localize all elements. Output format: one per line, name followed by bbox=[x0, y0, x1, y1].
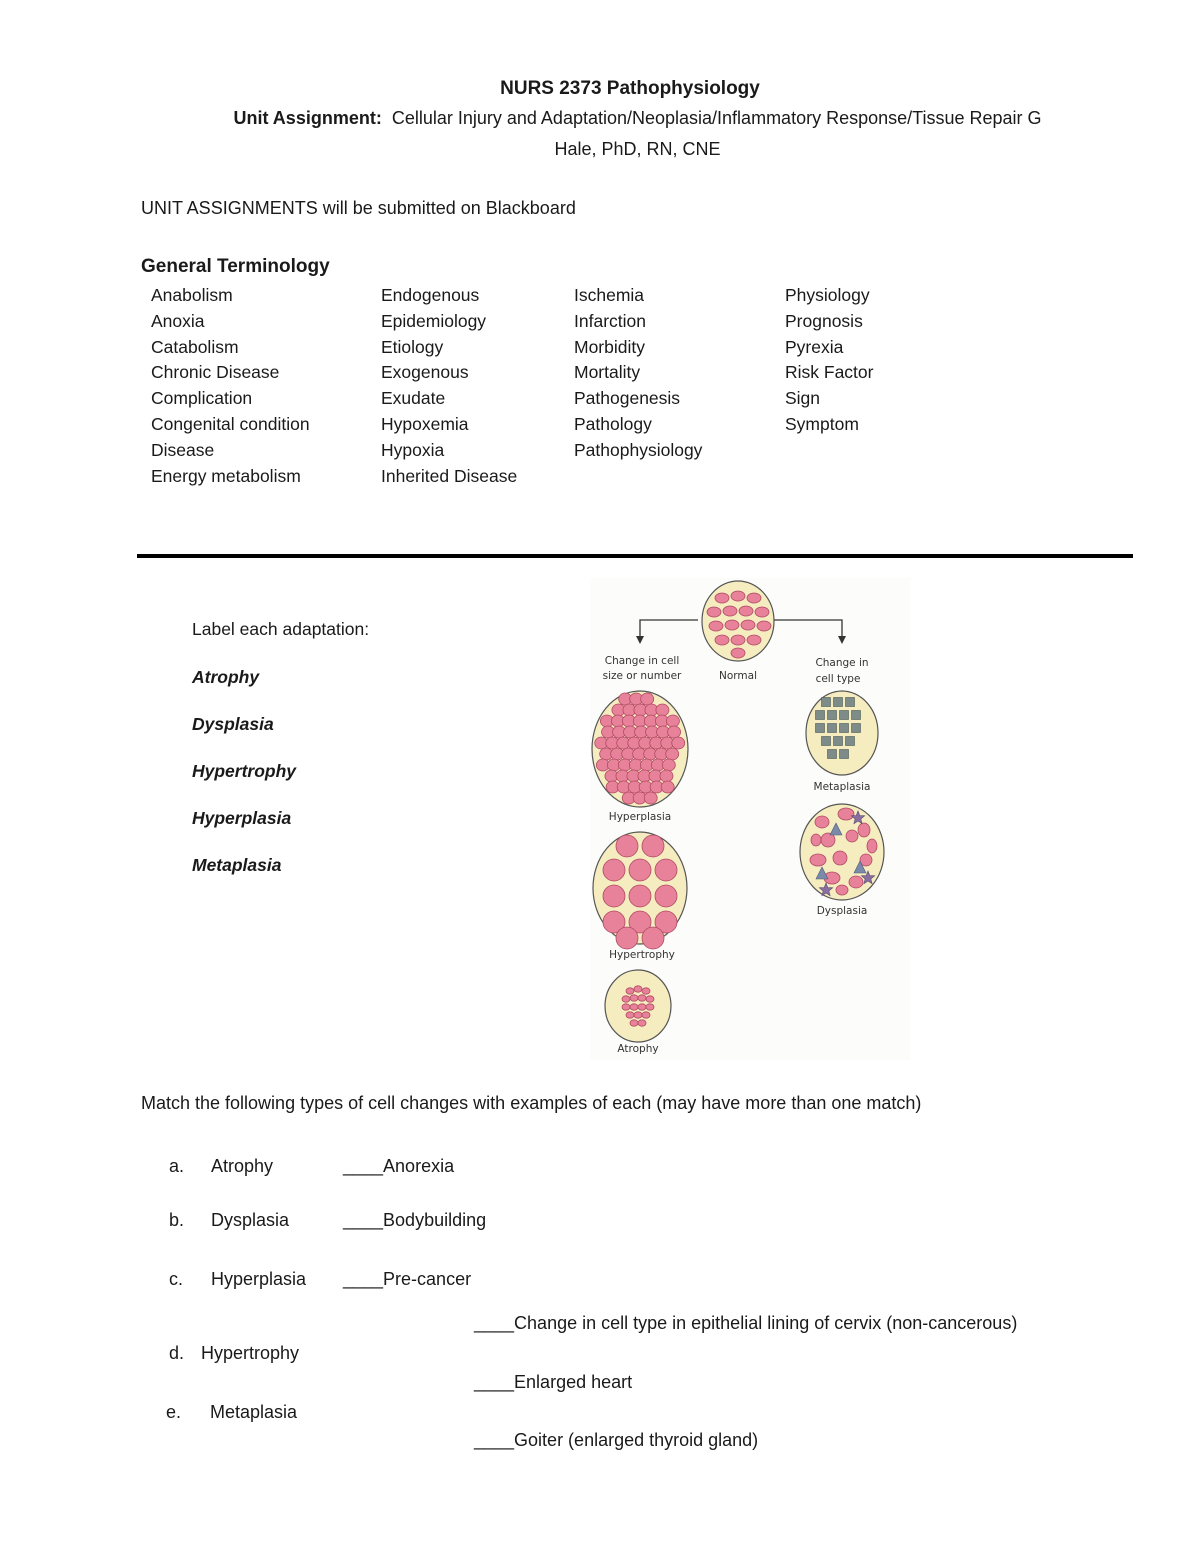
cell bbox=[656, 704, 669, 716]
cell bbox=[644, 792, 657, 804]
square-cell bbox=[822, 737, 831, 746]
match-type-name: Atrophy bbox=[211, 1156, 274, 1176]
cell bbox=[634, 1012, 642, 1018]
term: Etiology bbox=[381, 336, 444, 357]
hyperplasia-label: Hyperplasia bbox=[608, 811, 672, 823]
assignment-line bbox=[0, 108, 1200, 129]
cell bbox=[626, 1012, 634, 1018]
cell bbox=[666, 715, 679, 727]
adaptation-item: Atrophy bbox=[192, 667, 260, 687]
dysplasia-tissue bbox=[800, 804, 884, 900]
cell bbox=[723, 606, 737, 616]
cell bbox=[638, 1020, 646, 1026]
hypertrophy-label: Hypertrophy bbox=[609, 949, 675, 961]
cell bbox=[731, 591, 745, 601]
cell bbox=[642, 1012, 650, 1018]
term: Endogenous bbox=[381, 285, 480, 305]
match-example[interactable]: ____Enlarged heart bbox=[474, 1372, 633, 1392]
cell bbox=[603, 859, 625, 881]
cell bbox=[662, 759, 675, 771]
match-type-name: Hyperplasia bbox=[211, 1269, 307, 1289]
cell bbox=[646, 996, 654, 1002]
cell bbox=[642, 835, 664, 857]
term: Ischemia bbox=[574, 285, 645, 305]
match-type-name: Hypertrophy bbox=[201, 1343, 300, 1363]
cell bbox=[707, 607, 721, 617]
metaplasia-label: Metaplasia bbox=[813, 781, 871, 793]
cell bbox=[867, 839, 877, 853]
term: Pathogenesis bbox=[574, 388, 681, 409]
cell bbox=[622, 1004, 630, 1010]
term: Exogenous bbox=[381, 362, 469, 383]
square-cell bbox=[852, 711, 861, 720]
term: Hypoxia bbox=[381, 439, 445, 460]
cell-adaptation-diagram bbox=[590, 578, 910, 1060]
section-divider bbox=[137, 554, 1133, 558]
left-branch-label-line-2: size or number bbox=[602, 670, 682, 682]
match-type-letter: e. bbox=[166, 1402, 182, 1422]
cell bbox=[666, 748, 679, 760]
cell bbox=[715, 593, 729, 603]
cell bbox=[811, 834, 821, 846]
term: Pathophysiology bbox=[574, 439, 703, 460]
match-type-letter: a. bbox=[169, 1156, 185, 1176]
submission-note: UNIT ASSIGNMENTS will be submitted on Blackboard bbox=[141, 198, 576, 218]
match-example[interactable]: ____Change in cell type in epithelial lining of cervix (non-cancerous) bbox=[474, 1313, 1018, 1333]
square-cell bbox=[840, 750, 849, 759]
term: Energy metabolism bbox=[151, 465, 301, 486]
term: Pyrexia bbox=[785, 336, 844, 357]
cell bbox=[655, 859, 677, 881]
cell bbox=[630, 1020, 638, 1026]
adaptation-item: Dysplasia bbox=[192, 714, 274, 734]
right-branch-label-line-2: cell type bbox=[815, 673, 861, 685]
atrophy-tissue bbox=[605, 970, 671, 1042]
matching-prompt: Match the following types of cell changes with examples of each (may have more than one match) bbox=[141, 1093, 922, 1113]
cell bbox=[741, 620, 755, 630]
cell bbox=[838, 808, 854, 820]
cell bbox=[757, 621, 771, 631]
cell bbox=[858, 823, 870, 837]
term: Pathology bbox=[574, 413, 652, 434]
cell bbox=[630, 1004, 638, 1010]
term: Anabolism bbox=[151, 285, 233, 305]
match-example[interactable]: ____Pre-cancer bbox=[343, 1269, 472, 1289]
cell bbox=[616, 927, 638, 949]
terminology-column-3 bbox=[574, 283, 702, 464]
page-title: NURS 2373 Pathophysiology bbox=[500, 78, 760, 99]
square-cell bbox=[816, 724, 825, 733]
term: Disease bbox=[151, 439, 215, 460]
cell bbox=[638, 995, 646, 1001]
terminology-heading: General Terminology bbox=[141, 256, 330, 277]
cell bbox=[739, 606, 753, 616]
square-cell bbox=[846, 698, 855, 707]
left-branch-label-line-1: Change in cell bbox=[604, 655, 680, 667]
term: Exudate bbox=[381, 388, 446, 409]
normal-tissue bbox=[702, 581, 774, 661]
atrophy-label: Atrophy bbox=[617, 1043, 659, 1055]
cell bbox=[641, 693, 654, 705]
adaptation-item: Hyperplasia bbox=[192, 808, 292, 828]
square-cell bbox=[840, 711, 849, 720]
cell bbox=[622, 996, 630, 1002]
cell bbox=[655, 885, 677, 907]
assignment-topic: Cellular Injury and Adaptation/Neoplasia/Inflammatory Response/Tissue Repair G bbox=[391, 108, 1042, 128]
match-example[interactable]: ____Anorexia bbox=[343, 1156, 455, 1176]
terminology-column-4 bbox=[785, 283, 873, 438]
cell bbox=[603, 885, 625, 907]
square-cell bbox=[852, 724, 861, 733]
cell bbox=[836, 885, 848, 895]
right-branch-label-line-1: Change in bbox=[815, 657, 869, 669]
term: Chronic Disease bbox=[151, 362, 280, 383]
dysplasia-label: Dysplasia bbox=[816, 905, 868, 917]
square-cell bbox=[834, 698, 843, 707]
adaptation-item: Hypertrophy bbox=[192, 761, 297, 781]
term: Risk Factor bbox=[785, 362, 874, 383]
cell bbox=[646, 1004, 654, 1010]
cell bbox=[755, 607, 769, 617]
cell bbox=[661, 781, 674, 793]
cell bbox=[731, 635, 745, 645]
square-cell bbox=[846, 737, 855, 746]
cell bbox=[634, 986, 642, 992]
square-cell bbox=[816, 711, 825, 720]
cell bbox=[846, 830, 858, 842]
term: Sign bbox=[785, 388, 821, 409]
label-prompt: Label each adaptation: bbox=[192, 619, 370, 639]
square-cell bbox=[828, 724, 837, 733]
adaptation-item: Metaplasia bbox=[192, 855, 282, 875]
term: Inherited Disease bbox=[381, 465, 518, 486]
cell bbox=[642, 988, 650, 994]
cell bbox=[715, 635, 729, 645]
cell bbox=[815, 816, 829, 828]
cell bbox=[731, 648, 745, 658]
term: Complication bbox=[151, 388, 253, 409]
square-cell bbox=[822, 698, 831, 707]
cell bbox=[725, 620, 739, 630]
cell bbox=[626, 988, 634, 994]
term: Catabolism bbox=[151, 336, 239, 357]
match-type-letter: d. bbox=[169, 1343, 185, 1363]
cell bbox=[660, 770, 673, 782]
term: Physiology bbox=[785, 285, 870, 305]
cell bbox=[668, 726, 681, 738]
metaplasia-tissue bbox=[806, 691, 878, 775]
square-cell bbox=[834, 737, 843, 746]
cell bbox=[616, 835, 638, 857]
author-line: Hale, PhD, RN, CNE bbox=[554, 139, 721, 159]
cell bbox=[629, 859, 651, 881]
cell bbox=[709, 621, 723, 631]
square-cell bbox=[828, 750, 837, 759]
match-type-name: Dysplasia bbox=[211, 1210, 290, 1230]
match-type-letter: b. bbox=[169, 1210, 185, 1230]
term: Anoxia bbox=[151, 310, 205, 331]
assignment-label: Unit Assignment: bbox=[233, 108, 382, 128]
square-cell bbox=[828, 711, 837, 720]
cell bbox=[629, 885, 651, 907]
cell bbox=[638, 1004, 646, 1010]
term: Mortality bbox=[574, 362, 641, 383]
cell bbox=[672, 737, 685, 749]
term: Symptom bbox=[785, 413, 859, 434]
cell bbox=[642, 927, 664, 949]
term: Prognosis bbox=[785, 310, 863, 331]
cell bbox=[747, 635, 761, 645]
cell bbox=[833, 851, 847, 865]
cell bbox=[630, 995, 638, 1001]
terminology-column-2 bbox=[381, 283, 517, 489]
terminology-column-1 bbox=[151, 283, 310, 489]
square-cell bbox=[840, 724, 849, 733]
match-type-name: Metaplasia bbox=[210, 1402, 298, 1422]
cell bbox=[849, 876, 863, 888]
term: Congenital condition bbox=[151, 413, 310, 434]
match-example[interactable]: ____Bodybuilding bbox=[343, 1210, 487, 1230]
cell bbox=[810, 854, 826, 866]
normal-label: Normal bbox=[719, 670, 757, 682]
match-example[interactable]: ____Goiter (enlarged thyroid gland) bbox=[474, 1430, 759, 1450]
match-type-letter: c. bbox=[169, 1269, 184, 1289]
term: Epidemiology bbox=[381, 310, 487, 331]
term: Hypoxemia bbox=[381, 413, 469, 434]
term: Infarction bbox=[574, 310, 646, 331]
term: Morbidity bbox=[574, 336, 645, 357]
adaptation-list bbox=[192, 664, 296, 899]
hyperplasia-tissue bbox=[592, 691, 688, 807]
cell bbox=[747, 593, 761, 603]
